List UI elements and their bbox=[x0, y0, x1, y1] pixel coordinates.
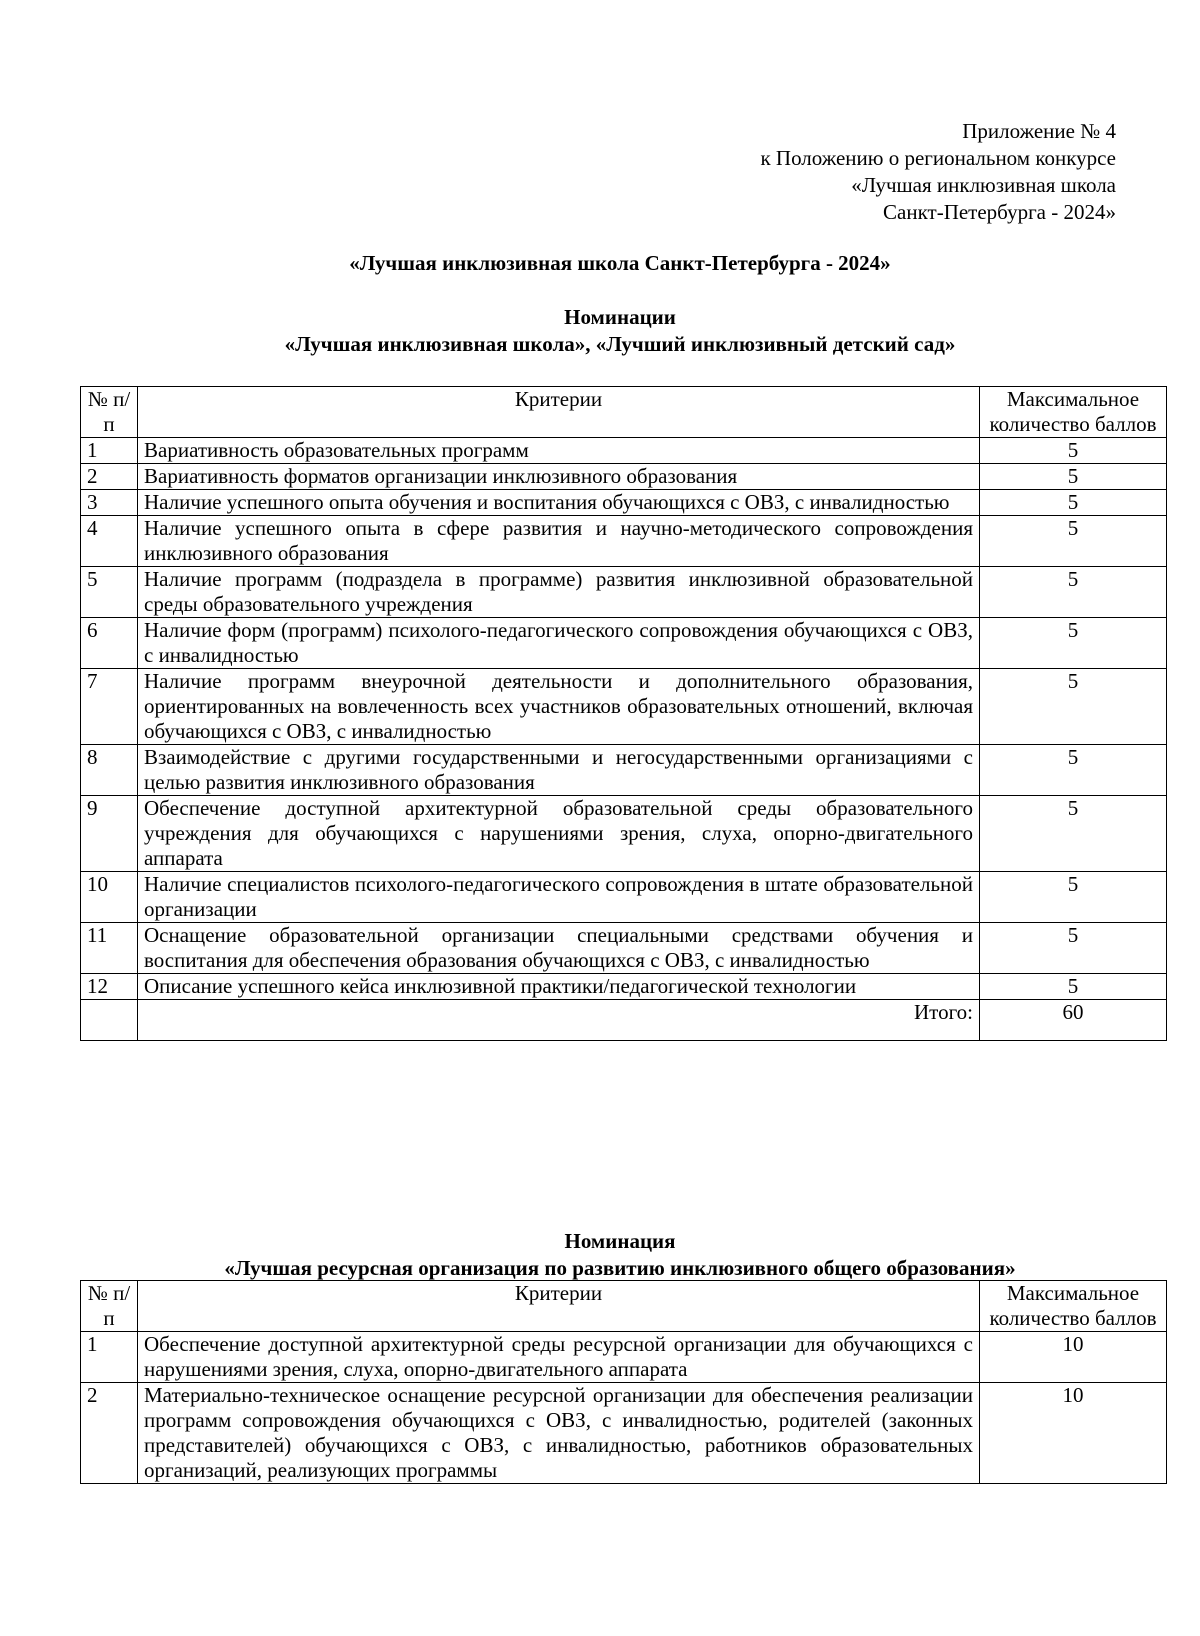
row-number: 1 bbox=[81, 1332, 138, 1383]
row-max-score: 10 bbox=[980, 1383, 1167, 1484]
header-num: № п/п bbox=[81, 387, 138, 438]
row-max-score: 5 bbox=[980, 516, 1167, 567]
header-max-score: Максимальное количество баллов bbox=[980, 387, 1167, 438]
document-title: «Лучшая инклюзивная школа Санкт-Петербурга - 2024» bbox=[349, 251, 891, 275]
criteria-table-2 bbox=[80, 1280, 1167, 1484]
row-criterion: Наличие программ внеурочной деятельности и дополнительного образования, ориентированных на вовлеченность всех участников образовательных отношений, включая обучающихся с ОВЗ, с инвалидностью bbox=[138, 669, 980, 745]
row-criterion: Вариативность форматов организации инклюзивного образования bbox=[138, 464, 980, 490]
row-number: 5 bbox=[81, 567, 138, 618]
row-max-score: 5 bbox=[980, 669, 1167, 745]
section1-subtitle: «Лучшая инклюзивная школа», «Лучший инклюзивный детский сад» bbox=[284, 332, 956, 356]
appendix-line: к Положению о региональном конкурсе bbox=[760, 146, 1116, 170]
header-num: № п/п bbox=[81, 1281, 138, 1332]
row-number: 2 bbox=[81, 1383, 138, 1484]
row-criterion: Взаимодействие с другими государственными и негосударственными организациями с целью развития инклюзивного образования bbox=[138, 745, 980, 796]
section2-title: Номинация bbox=[564, 1229, 676, 1253]
row-criterion: Оснащение образовательной организации специальными средствами обучения и воспитания для обеспечения образования обучающихся с ОВЗ, с инвалидностью bbox=[138, 923, 980, 974]
row-criterion: Описание успешного кейса инклюзивной практики/педагогической технологии bbox=[138, 974, 980, 1000]
row-max-score: 5 bbox=[980, 490, 1167, 516]
row-number: 11 bbox=[81, 923, 138, 974]
row-number: 4 bbox=[81, 516, 138, 567]
row-criterion: Наличие специалистов психолого-педагогического сопровождения в штате образовательной организации bbox=[138, 872, 980, 923]
section1-title: Номинации bbox=[564, 305, 676, 329]
table-row bbox=[81, 1332, 1167, 1383]
row-max-score: 5 bbox=[980, 872, 1167, 923]
row-criterion: Обеспечение доступной архитектурной среды ресурсной организации для обучающихся с нарушениями зрения, слуха, опорно-двигательного аппарата bbox=[138, 1332, 980, 1383]
row-number: 10 bbox=[81, 872, 138, 923]
row-criterion: Вариативность образовательных программ bbox=[138, 438, 980, 464]
header-criteria: Критерии bbox=[138, 387, 980, 438]
row-max-score: 5 bbox=[980, 618, 1167, 669]
header-max-score: Максимальное количество баллов bbox=[980, 1281, 1167, 1332]
row-number: 3 bbox=[81, 490, 138, 516]
total-value: 60 bbox=[980, 1000, 1167, 1041]
row-criterion: Наличие успешного опыта обучения и воспитания обучающихся с ОВЗ, с инвалидностью bbox=[138, 490, 980, 516]
table-row bbox=[81, 1383, 1167, 1484]
row-number: 2 bbox=[81, 464, 138, 490]
row-max-score: 5 bbox=[980, 464, 1167, 490]
appendix-line: «Лучшая инклюзивная школа bbox=[851, 173, 1116, 197]
row-number: 8 bbox=[81, 745, 138, 796]
row-max-score: 5 bbox=[980, 745, 1167, 796]
row-criterion: Наличие форм (программ) психолого-педагогического сопровождения обучающихся с ОВЗ, с инвалидностью bbox=[138, 618, 980, 669]
appendix-line: Санкт-Петербурга - 2024» bbox=[883, 200, 1116, 224]
table-header-row bbox=[81, 1281, 1167, 1332]
row-max-score: 5 bbox=[980, 567, 1167, 618]
row-max-score: 5 bbox=[980, 438, 1167, 464]
row-number: 1 bbox=[81, 438, 138, 464]
row-max-score: 5 bbox=[980, 796, 1167, 872]
row-criterion: Обеспечение доступной архитектурной образовательной среды образовательного учреждения для обучающихся с нарушениями зрения, слуха, опорно-двигательного аппарата bbox=[138, 796, 980, 872]
appendix-line: Приложение № 4 bbox=[962, 119, 1116, 143]
row-criterion: Наличие успешного опыта в сфере развития и научно-методического сопровождения инклюзивного образования bbox=[138, 516, 980, 567]
row-max-score: 10 bbox=[980, 1332, 1167, 1383]
total-label: Итого: bbox=[138, 1000, 980, 1041]
row-number: 7 bbox=[81, 669, 138, 745]
row-criterion: Наличие программ (подраздела в программе) развития инклюзивной образовательной среды образовательного учреждения bbox=[138, 567, 980, 618]
row-number: 9 bbox=[81, 796, 138, 872]
section2-subtitle: «Лучшая ресурсная организация по развитию инклюзивного общего образования» bbox=[224, 1256, 1016, 1280]
row-max-score: 5 bbox=[980, 974, 1167, 1000]
row-number: 6 bbox=[81, 618, 138, 669]
row-criterion: Материально-техническое оснащение ресурсной организации для обеспечения реализации программ сопровождения обучающихся с ОВЗ, с инвалидностью, родителей (законных представителей) обучающихся с ОВЗ, с инвалидностью, работников образовательных организаций, реализующих программы bbox=[138, 1383, 980, 1484]
header-criteria: Критерии bbox=[138, 1281, 980, 1332]
row-number: 12 bbox=[81, 974, 138, 1000]
row-max-score: 5 bbox=[980, 923, 1167, 974]
